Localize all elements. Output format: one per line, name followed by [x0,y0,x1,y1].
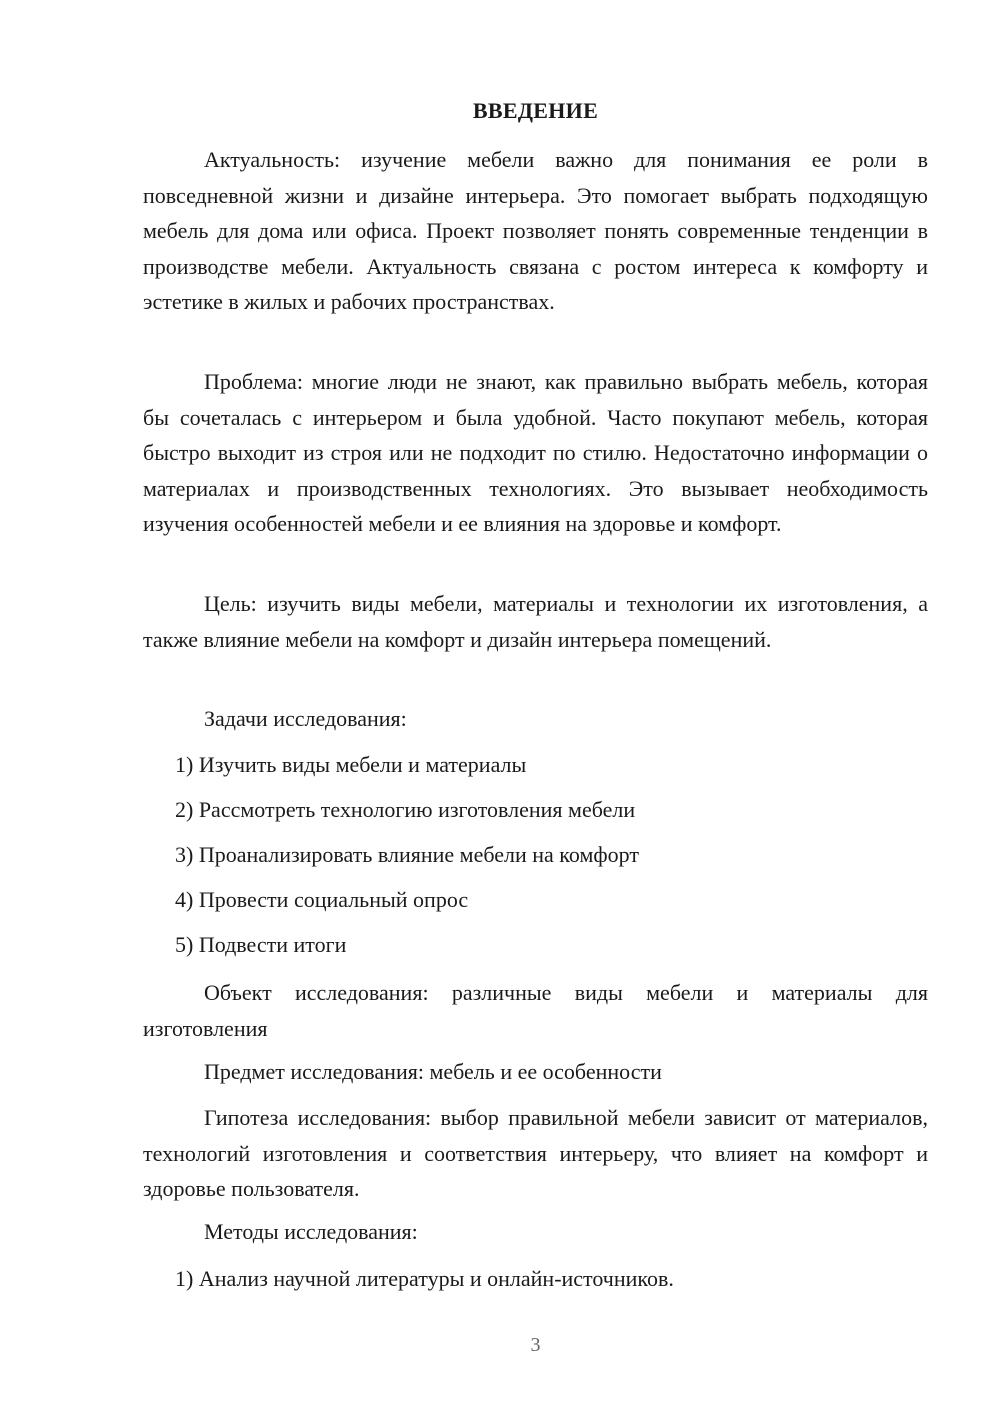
paragraph-subject: Предмет исследования: мебель и ее особенности [204,1059,662,1084]
paragraph-goal: Цель: изучить виды мебели, материалы и технологии их изготовления, а также влияние мебели на комфорт и дизайн интерьера помещений. [143,591,928,652]
paragraph-hypothesis: Гипотеза исследования: выбор правильной мебели зависит от материалов, технологий изготовления и соответствия интерьеру, что влияет на комфорт и здоровье пользователя. [143,1105,928,1201]
task-item: 1) Изучить виды мебели и материалы [175,752,527,777]
paragraph-problem: Проблема: многие люди не знают, как правильно выбрать мебель, которая бы сочеталась с интерьером и была удобной. Часто покупают мебель, которая быстро выходит из строя или не подходит по стилю. Недостаточно информации о материалах и производственных технологиях. Это вызывает необходимость изучения особенностей мебели и ее влияния на здоровье и комфорт. [143,369,928,536]
document-page [143,0,928,1414]
method-item: 1) Анализ научной литературы и онлайн-источников. [175,1266,674,1291]
task-item: 3) Проанализировать влияние мебели на комфорт [175,842,639,867]
document-title: ВВЕДЕНИЕ [472,98,599,123]
page-number: 3 [530,1334,541,1356]
paragraph-object: Объект исследования: различные виды мебели и материалы для изготовления [143,980,928,1041]
tasks-label: Задачи исследования: [204,706,407,731]
task-item: 5) Подвести итоги [175,932,347,957]
methods-label: Методы исследования: [204,1219,418,1244]
task-item: 2) Рассмотреть технологию изготовления мебели [175,797,636,822]
paragraph-relevance: Актуальность: изучение мебели важно для понимания ее роли в повседневной жизни и дизайне интерьера. Это помогает выбрать подходящую мебель для дома или офиса. Проект позволяет понять современные тенденции в производстве мебели. Актуальность связана с ростом интереса к комфорту и эстетике в жилых и рабочих пространствах. [143,147,928,314]
task-item: 4) Провести социальный опрос [175,887,469,912]
